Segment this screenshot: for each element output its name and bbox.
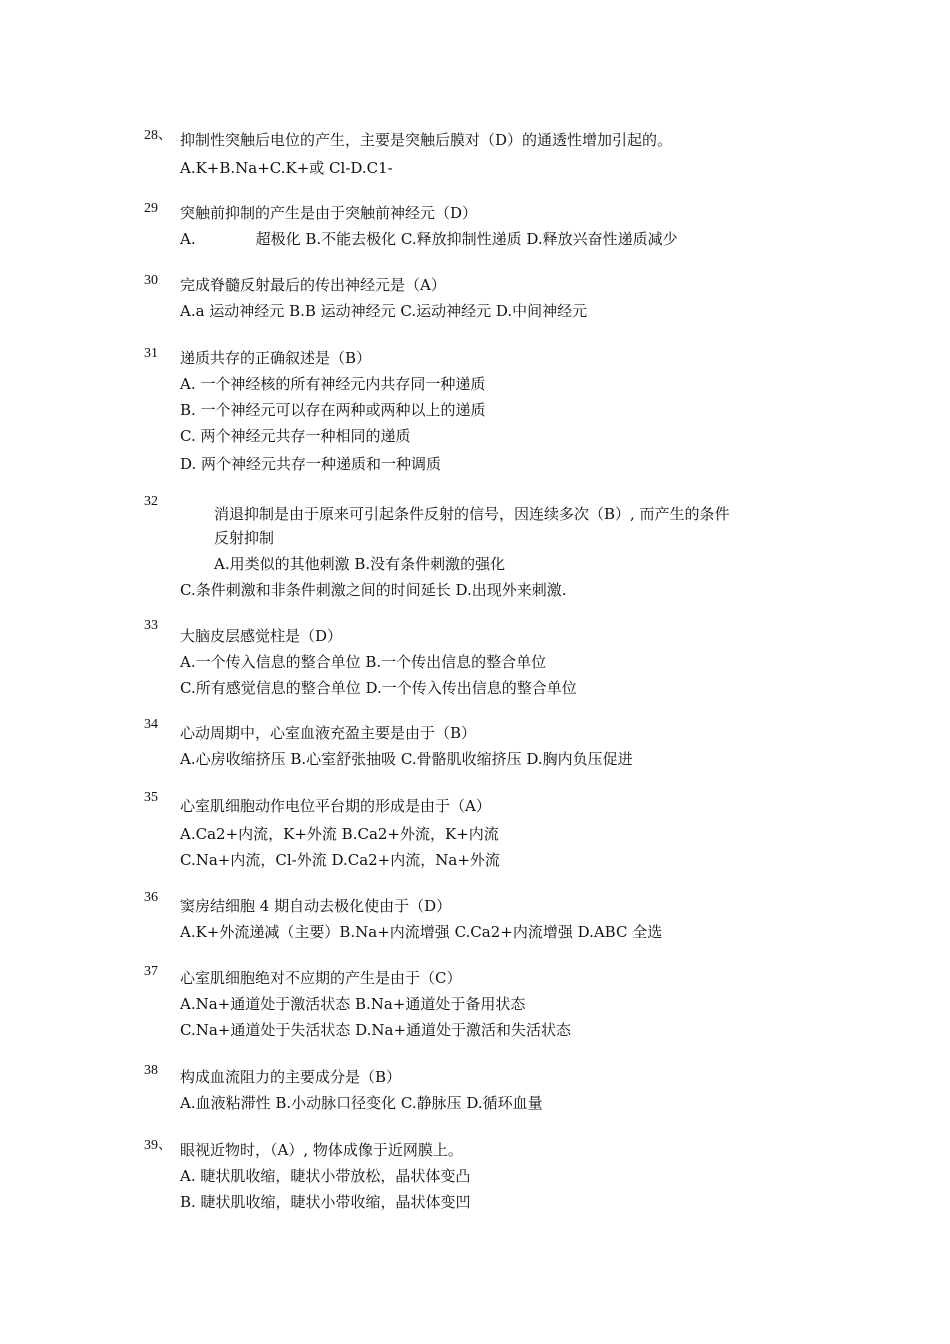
question-number: 29 <box>144 201 158 216</box>
question-stem: 消退抑制是由于原来可引起条件反射的信号，因连续多次（B）, 而产生的条件 <box>214 505 730 523</box>
question-stem: 递质共存的正确叙述是（B） <box>180 349 372 367</box>
question-stem-continued: 反射抑制 <box>214 529 275 547</box>
answer-options: A. 超极化 B.不能去极化 C.释放抑制性递质 D.释放兴奋性递质减少 <box>180 230 678 248</box>
answer-options: C.Na+内流，Cl-外流 D.Ca2+内流，Na+外流 <box>180 851 500 869</box>
question-number: 33 <box>144 618 158 633</box>
question-number: 39、 <box>144 1138 172 1153</box>
answer-options: A.K+外流递减（主要）B.Na+内流增强 C.Ca2+内流增强 D.ABC 全选 <box>180 923 663 941</box>
question-number: 34 <box>144 717 158 732</box>
question-stem: 心室肌细胞绝对不应期的产生是由于（C） <box>180 969 462 987</box>
option-a: A. 一个神经核的所有神经元内共存同一种递质 <box>180 375 486 393</box>
answer-options: A.K+B.Na+C.K+或 Cl-D.C1- <box>180 159 393 177</box>
question-number: 38 <box>144 1063 158 1078</box>
question-stem: 突触前抑制的产生是由于突触前神经元（D） <box>180 204 478 222</box>
answer-options: A.Ca2+内流，K+外流 B.Ca2+外流，K+内流 <box>180 825 499 843</box>
answer-options: C.所有感觉信息的整合单位 D.一个传入传出信息的整合单位 <box>180 679 577 697</box>
question-stem: 窦房结细胞 4 期自动去极化使由于（D） <box>180 897 452 915</box>
answer-options: A.血液粘滞性 B.小动脉口径变化 C.静脉压 D.循环血量 <box>180 1094 543 1112</box>
question-number: 30 <box>144 273 158 288</box>
question-number: 37 <box>144 964 158 979</box>
option-a: A. 睫状肌收缩，睫状小带放松，晶状体变凸 <box>180 1167 471 1185</box>
answer-options: A.a 运动神经元 B.B 运动神经元 C.运动神经元 D.中间神经元 <box>180 302 588 320</box>
answer-options: C.Na+通道处于失活状态 D.Na+通道处于激活和失活状态 <box>180 1021 572 1039</box>
question-stem: 眼视近物时，（A）, 物体成像于近网膜上。 <box>180 1141 463 1159</box>
option-b: B. 睫状肌收缩，睫状小带收缩，晶状体变凹 <box>180 1193 471 1211</box>
question-number: 28、 <box>144 128 172 143</box>
option-c: C. 两个神经元共存一种相同的递质 <box>180 427 411 445</box>
answer-options: A.Na+通道处于激活状态 B.Na+通道处于备用状态 <box>180 995 526 1013</box>
option-b: B. 一个神经元可以存在两种或两种以上的递质 <box>180 401 486 419</box>
question-stem: 构成血流阻力的主要成分是（B） <box>180 1068 402 1086</box>
answer-options: C.条件刺激和非条件刺激之间的时间延长 D.出现外来刺激. <box>180 581 567 599</box>
question-stem: 完成脊髓反射最后的传出神经元是（A） <box>180 276 446 294</box>
question-number: 31 <box>144 346 158 361</box>
option-d: D. 两个神经元共存一种递质和一种调质 <box>180 455 442 473</box>
question-stem: 抑制性突触后电位的产生，主要是突触后膜对（D）的通透性增加引起的。 <box>180 131 673 149</box>
answer-options: A.心房收缩挤压 B.心室舒张抽吸 C.骨骼肌收缩挤压 D.胸内负压促进 <box>180 750 633 768</box>
question-number: 35 <box>144 790 158 805</box>
question-number: 36 <box>144 890 158 905</box>
question-stem: 心动周期中，心室血液充盈主要是由于（B） <box>180 724 477 742</box>
question-stem: 心室肌细胞动作电位平台期的形成是由于（A） <box>180 797 491 815</box>
answer-options: A.用类似的其他刺激 B.没有条件刺激的强化 <box>214 555 506 573</box>
question-number: 32 <box>144 494 158 509</box>
question-stem: 大脑皮层感觉柱是（D） <box>180 627 343 645</box>
answer-options: A.一个传入信息的整合单位 B.一个传出信息的整合单位 <box>180 653 547 671</box>
